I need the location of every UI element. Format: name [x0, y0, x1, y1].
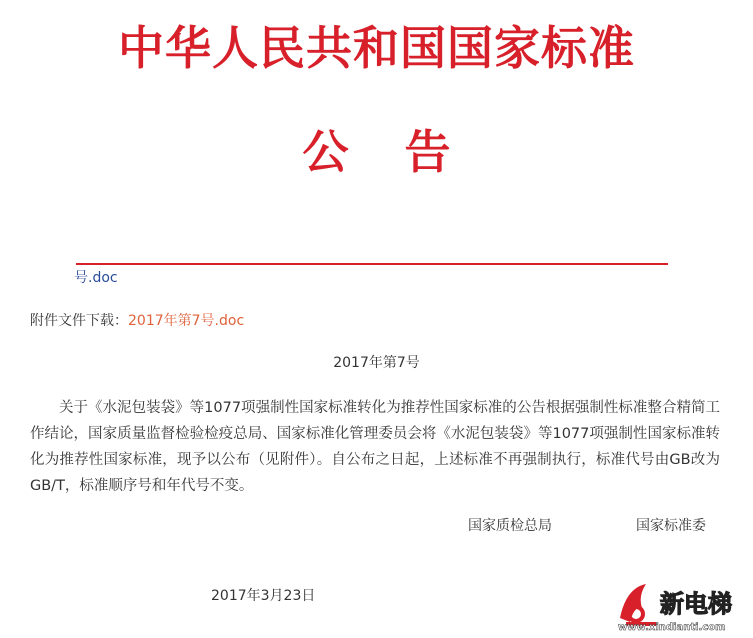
attachment-download-link[interactable]: 2017年第7号.doc — [128, 313, 245, 329]
watermark-logo-icon — [612, 578, 750, 634]
banner-subtitle — [0, 122, 753, 182]
banner-title: 中华人民共和国国家标准 — [118, 21, 635, 75]
watermark-brand: 新电梯 — [660, 590, 732, 618]
issuer-sac: 国家标准委 — [636, 518, 706, 534]
attachment-label: 附件文件下载： — [30, 313, 128, 329]
site-watermark — [612, 578, 750, 634]
subtitle-char-2: 告 — [404, 125, 451, 179]
issuer-aqsiq: 国家质检总局 — [468, 518, 552, 534]
document-number: 2017年第7号 — [333, 355, 420, 371]
watermark-url: www.xindianti.com — [618, 622, 726, 633]
announcement-body: 关于《水泥包装袋》等1077项强制性国家标准转化为推荐性国家标准的公告根据强制性标准整合精简工作结论，国家质量监督检验检疫总局、国家标准化管理委员会将《水泥包装袋》等1077项强制性国家标准转化为推荐性国家标准，现予以公布（见附件）。自公布之日起，上述标准不再强制执行，标准代号由GB改为GB/T，标准顺序号和年代号不变。 — [30, 400, 720, 494]
clipped-attachment-link[interactable]: 号.doc — [74, 270, 118, 286]
subtitle-char-1: 公 — [302, 125, 349, 179]
attachment-row — [30, 311, 244, 331]
red-divider-line — [76, 263, 668, 265]
issue-date: 2017年3月23日 — [211, 588, 316, 604]
